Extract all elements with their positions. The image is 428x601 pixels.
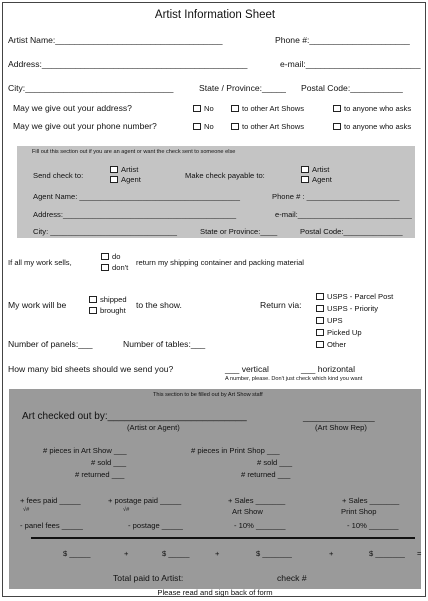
checkbox-phone-anyone[interactable]	[333, 123, 341, 130]
bid-sheets-note: A number, please. Don't just check which kind you want	[225, 376, 363, 382]
checkbox-usps-parcel-post[interactable]	[316, 293, 324, 300]
sum-divider	[31, 537, 415, 539]
label-artist: Artist	[312, 165, 330, 174]
art-show-caption: Art Show	[232, 507, 263, 516]
subtotal-3-field[interactable]: $ _______	[256, 549, 292, 558]
label-usps-parcel-post: USPS - Parcel Post	[327, 292, 394, 301]
work-will-be-label: My work will be	[8, 300, 67, 310]
label-agent: Agent	[121, 175, 141, 184]
send-check-to-label: Send check to:	[33, 171, 84, 180]
to-the-show-label: to the show.	[136, 300, 182, 310]
plus-sign: +	[124, 549, 129, 558]
postage-paid-field[interactable]: + postage paid _____	[108, 496, 182, 505]
fees-paid-field[interactable]: + fees paid _____	[20, 496, 81, 505]
plus-sign: +	[329, 549, 334, 558]
label-ups: UPS	[327, 316, 343, 325]
return-via-label: Return via:	[260, 300, 302, 310]
checkbox-send-artist[interactable]	[110, 166, 118, 173]
postal-code-field[interactable]: Postal Code:___________	[301, 83, 403, 93]
sold-art-show-field[interactable]: # sold ___	[91, 458, 127, 467]
agent-email-field[interactable]: e-mail:___________________________	[275, 210, 412, 219]
email-field[interactable]: e-mail:________________________	[280, 59, 421, 69]
subtotal-2-field[interactable]: $ _____	[162, 549, 190, 558]
artist-information-sheet	[2, 2, 426, 597]
agent-state-field[interactable]: State or Province:____	[200, 227, 278, 236]
label-no: No	[204, 122, 214, 131]
total-paid-label: Total paid to Artist:	[113, 573, 184, 583]
checkbox-dont[interactable]	[101, 264, 109, 271]
checkbox-brought[interactable]	[89, 307, 97, 314]
number-of-tables-field[interactable]: Number of tables:___	[123, 339, 206, 349]
sales-art-show-field[interactable]: + Sales _______	[228, 496, 286, 505]
agent-section-note: Fill out this section out if you are an agent or want the check sent to someone else	[32, 149, 236, 155]
question-phone: May we give out your phone number?	[13, 121, 157, 131]
label-do: do	[112, 252, 121, 261]
if-all-sells-label: If all my work sells,	[8, 258, 72, 267]
checkbox-address-other-shows[interactable]	[231, 105, 239, 112]
label-shipped: shipped	[100, 295, 127, 304]
checkbox-send-agent[interactable]	[110, 176, 118, 183]
city-field[interactable]: City:_______________________________	[8, 83, 174, 93]
check-number-label: check #	[277, 573, 307, 583]
checkbox-address-no[interactable]	[193, 105, 201, 112]
label-other-shows: to other Art Shows	[242, 122, 305, 131]
label-no: No	[204, 104, 214, 113]
address-field[interactable]: Address:___________________________________________	[8, 59, 248, 69]
checkbox-phone-other-shows[interactable]	[231, 123, 239, 130]
checkbox-usps-priority[interactable]	[316, 305, 324, 312]
panel-fees-field[interactable]: - panel fees _____	[20, 521, 83, 530]
label-other: Other	[327, 340, 346, 349]
art-show-rep-caption: (Art Show Rep)	[315, 423, 367, 432]
rep-line[interactable]: _______________	[303, 412, 375, 422]
staff-section-note: This section to be filled out by Art Show staff	[153, 392, 263, 398]
agent-address-field[interactable]: Address:_________________________________________	[33, 210, 237, 219]
agent-name-field[interactable]: Agent Name: ______________________________________	[33, 192, 240, 201]
checkbox-do[interactable]	[101, 253, 109, 260]
postage-deduction-field[interactable]: - postage _____	[128, 521, 183, 530]
label-brought: brought	[100, 306, 126, 315]
subtotal-4-field[interactable]: $ _______	[369, 549, 405, 558]
plus-sign: +	[215, 549, 220, 558]
vertical-field[interactable]: ___ vertical	[225, 364, 269, 374]
returned-art-show-field[interactable]: # returned ___	[75, 470, 125, 479]
ten-percent-print-shop-field[interactable]: - 10% _______	[347, 521, 399, 530]
checkbox-phone-no[interactable]	[193, 123, 201, 130]
page-title: Artist Information Sheet	[154, 9, 276, 21]
agent-city-field[interactable]: City: ______________________________	[33, 227, 177, 236]
checkbox-ups[interactable]	[316, 317, 324, 324]
make-payable-label: Make check payable to:	[185, 171, 265, 180]
postage-check-mark: √#	[123, 507, 130, 513]
label-usps-priority: USPS - Priority	[327, 304, 379, 313]
phone-field[interactable]: Phone #:_____________________	[275, 35, 410, 45]
checkbox-picked-up[interactable]	[316, 329, 324, 336]
horizontal-field[interactable]: ___ horizontal	[301, 364, 355, 374]
state-field[interactable]: State / Province:_____	[199, 83, 286, 93]
label-artist: Artist	[121, 165, 139, 174]
checkbox-shipped[interactable]	[89, 296, 97, 303]
equals-sign: =	[417, 549, 422, 558]
agent-phone-field[interactable]: Phone # : ______________________	[272, 192, 400, 201]
sales-print-shop-field[interactable]: + Sales _______	[342, 496, 400, 505]
label-picked-up: Picked Up	[327, 328, 362, 337]
footer-note: Please read and sign back of form	[157, 588, 273, 597]
label-other-shows: to other Art Shows	[242, 104, 305, 113]
return-container-label: return my shipping container and packing material	[136, 258, 304, 267]
artist-or-agent-caption: (Artist or Agent)	[127, 423, 180, 432]
sold-print-shop-field[interactable]: # sold ___	[257, 458, 293, 467]
agent-postal-field[interactable]: Postal Code:______________	[300, 227, 403, 236]
checkbox-payable-artist[interactable]	[301, 166, 309, 173]
label-dont: don't	[112, 263, 129, 272]
label-anyone: to anyone who asks	[344, 104, 412, 113]
label-anyone: to anyone who asks	[344, 122, 412, 131]
label-agent: Agent	[312, 175, 332, 184]
bid-sheets-question: How many bid sheets should we send you?	[8, 364, 174, 374]
checkbox-other[interactable]	[316, 341, 324, 348]
fees-check-mark: √#	[23, 507, 30, 513]
number-of-panels-field[interactable]: Number of panels:___	[8, 339, 93, 349]
checkbox-payable-agent[interactable]	[301, 176, 309, 183]
pieces-in-art-show-field[interactable]: # pieces in Art Show ___	[43, 446, 127, 455]
artist-name-field[interactable]: Artist Name:___________________________________	[8, 35, 223, 45]
subtotal-1-field[interactable]: $ _____	[63, 549, 91, 558]
print-shop-caption: Print Shop	[341, 507, 377, 516]
ten-percent-art-show-field[interactable]: - 10% _______	[234, 521, 286, 530]
question-address: May we give out your address?	[13, 103, 132, 113]
checkbox-address-anyone[interactable]	[333, 105, 341, 112]
pieces-in-print-shop-field[interactable]: # pieces in Print Shop ___	[191, 446, 280, 455]
returned-print-shop-field[interactable]: # returned ___	[241, 470, 291, 479]
checked-out-by-field[interactable]: Art checked out by:_________________________	[22, 411, 247, 422]
